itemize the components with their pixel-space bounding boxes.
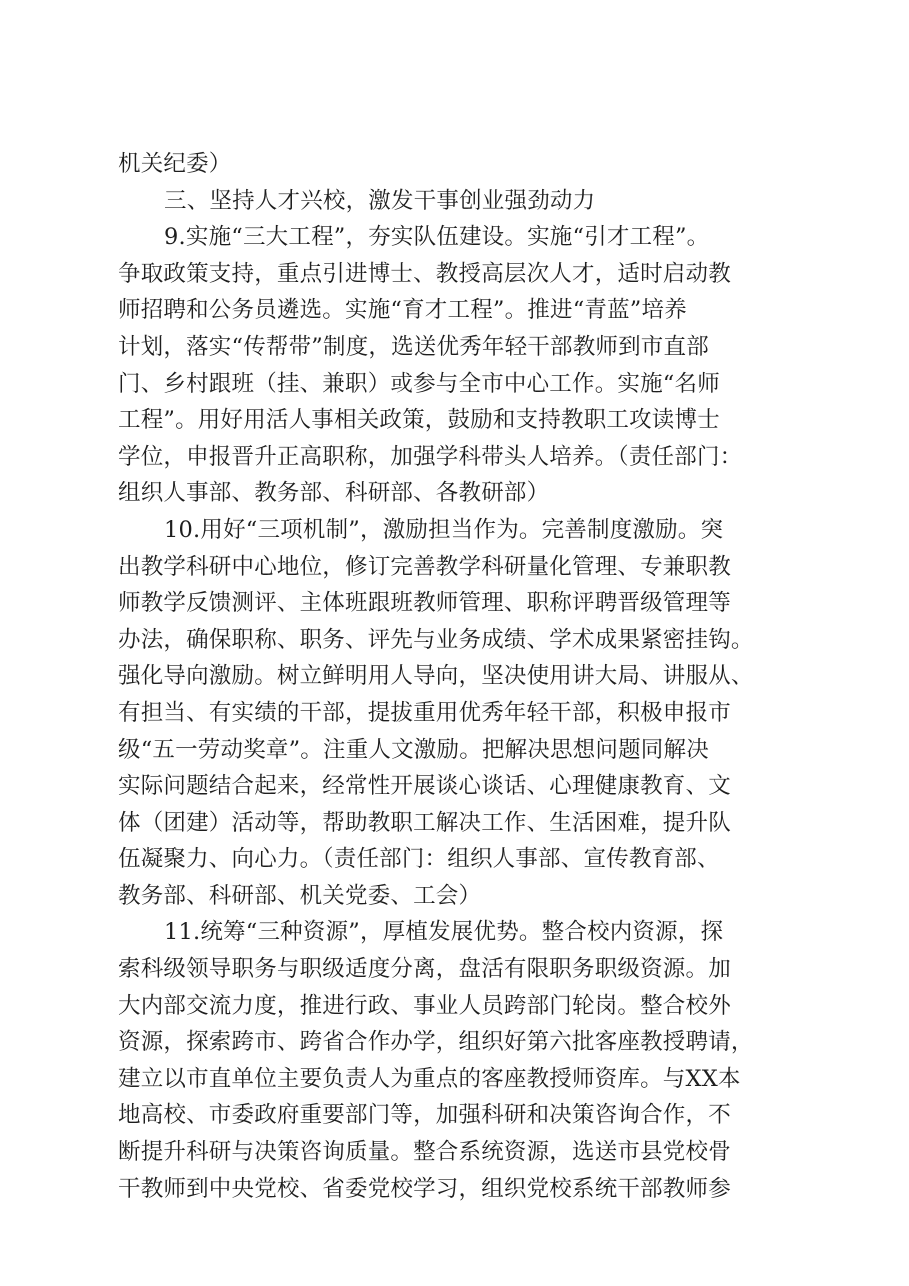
text-line: 级“五一劳动奖章”。注重人文激励。把解决思想问题同解决 — [118, 736, 709, 763]
section-heading: 三、坚持人才兴校，激发干事创业强劲动力 — [164, 187, 596, 214]
text-line: 门、乡村跟班（挂、兼职）或参与全市中心工作。实施“名师 — [118, 370, 720, 397]
text-line: 强化导向激励。树立鲜明用人导向，坚决使用讲大局、讲服从、 — [118, 663, 754, 690]
text-line: 实际问题结合起来，经常性开展谈心谈话、心理健康教育、文 — [118, 773, 731, 800]
text-line: 大内部交流力度，推进行政、事业人员跨部门轮岗。整合校外 — [118, 992, 731, 1019]
text-line: 体（团建）活动等，帮助教职工解决工作、生活困难，提升队 — [118, 809, 731, 836]
text-line: 伍凝聚力、向心力。（责任部门：组织人事部、宣传教育部、 — [118, 846, 720, 873]
text-line: 地高校、市委政府重要部门等，加强科研和决策咨询合作，不 — [118, 1102, 731, 1129]
document-body — [118, 146, 792, 1207]
text-line: 机关纪委） — [118, 151, 232, 177]
text-line: 9.实施“三大工程”，夯实队伍建设。实施“引才工程”。 — [164, 224, 710, 251]
text-line: 10.用好“三项机制”，激励担当作为。完善制度激励。突 — [164, 516, 724, 543]
text-line: 办法，确保职称、职务、评先与业务成绩、学术成果紧密挂钩。 — [118, 626, 754, 653]
text-line: 计划，落实“传帮带”制度，选送优秀年轻干部教师到市直部 — [118, 333, 709, 360]
text-line: 争取政策支持，重点引进博士、教授高层次人才，适时启动教 — [118, 260, 731, 287]
text-line: 师教学反馈测评、主体班跟班教师管理、职称评聘晋级管理等 — [118, 590, 731, 617]
text-line: 索科级领导职务与职级适度分离，盘活有限职务职级资源。加 — [118, 956, 731, 983]
text-line: 师招聘和公务员遴选。实施“育才工程”。推进“青蓝”培养 — [118, 297, 687, 324]
text-line: 有担当、有实绩的干部，提拔重用优秀年轻干部，积极申报市 — [118, 699, 731, 726]
text-line: 11.统筹“三种资源”，厚植发展优势。整合校内资源，探 — [164, 919, 724, 946]
text-line: 教务部、科研部、机关党委、工会） — [118, 882, 482, 909]
text-line: 学位，申报晋升正高职称，加强学科带头人培养。（责任部门： — [118, 443, 743, 470]
text-line: 干教师到中央党校、省委党校学习，组织党校系统干部教师参 — [118, 1175, 731, 1202]
text-line: 工程”。用好用活人事相关政策，鼓励和支持教职工攻读博士 — [118, 407, 720, 434]
text-line: 建立以市直单位主要负责人为重点的客座教授师资库。与XX本 — [118, 1065, 741, 1092]
text-line: 组织人事部、教务部、科研部、各教研部） — [118, 480, 550, 507]
text-line: 断提升科研与决策咨询质量。整合系统资源，选送市县党校骨 — [118, 1139, 731, 1166]
text-line: 出教学科研中心地位，修订完善教学科研量化管理、专兼职教 — [118, 553, 731, 580]
text-line: 资源，探索跨市、跨省合作办学，组织好第六批客座教授聘请， — [118, 1029, 754, 1056]
